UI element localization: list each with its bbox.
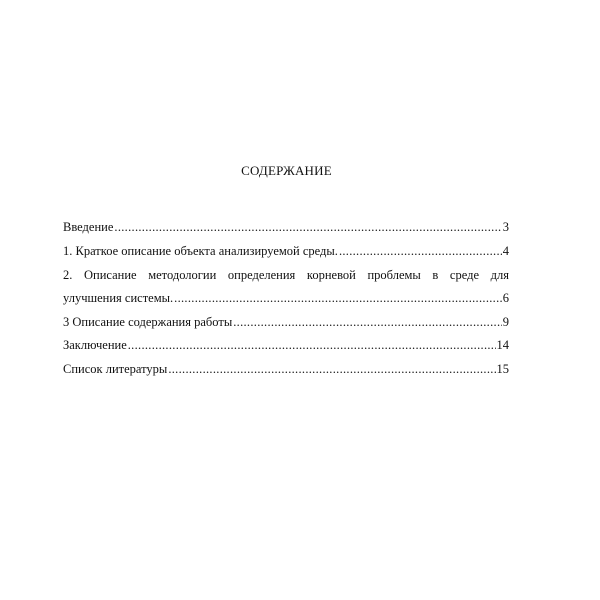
- toc-entry-label: 1. Краткое описание объекта анализируемой среды.: [63, 243, 338, 258]
- toc-entry-label: Введение: [63, 220, 114, 234]
- toc-entry-section-1: [63, 240, 509, 264]
- toc-leader-dots: [114, 216, 501, 240]
- toc-leader-dots: [174, 287, 502, 311]
- toc-entry-conclusion: [63, 334, 509, 358]
- toc-entry-page: 3: [502, 220, 509, 234]
- toc-entry-page: 14: [496, 338, 509, 352]
- toc-leader-dots: [168, 358, 495, 382]
- toc-entry-page: 9: [502, 314, 509, 329]
- toc-leader-dots: [233, 311, 502, 335]
- toc-entry-references: [63, 358, 509, 382]
- toc-entry-label-line2: улучшения системы.: [63, 291, 174, 305]
- toc-entry-label-line1: 2. Описание методологии определения корневой проблемы в среде для: [63, 268, 509, 282]
- toc-entry-page: 6: [502, 291, 509, 305]
- toc-leader-dots: [339, 240, 502, 264]
- toc-leader-dots: [128, 334, 496, 358]
- table-of-contents: [63, 216, 509, 381]
- toc-entry-page: 4: [502, 243, 509, 258]
- toc-entry-page: 15: [496, 361, 509, 376]
- toc-entry-label: Заключение: [63, 338, 127, 352]
- toc-title: СОДЕРЖАНИЕ: [241, 163, 332, 178]
- toc-entry-section-3: [63, 311, 509, 335]
- toc-entry-label: 3 Описание содержания работы: [63, 314, 233, 329]
- toc-entry-introduction: [63, 216, 509, 240]
- toc-entry-label: Список литературы: [63, 361, 168, 376]
- toc-entry-section-2: [63, 263, 509, 311]
